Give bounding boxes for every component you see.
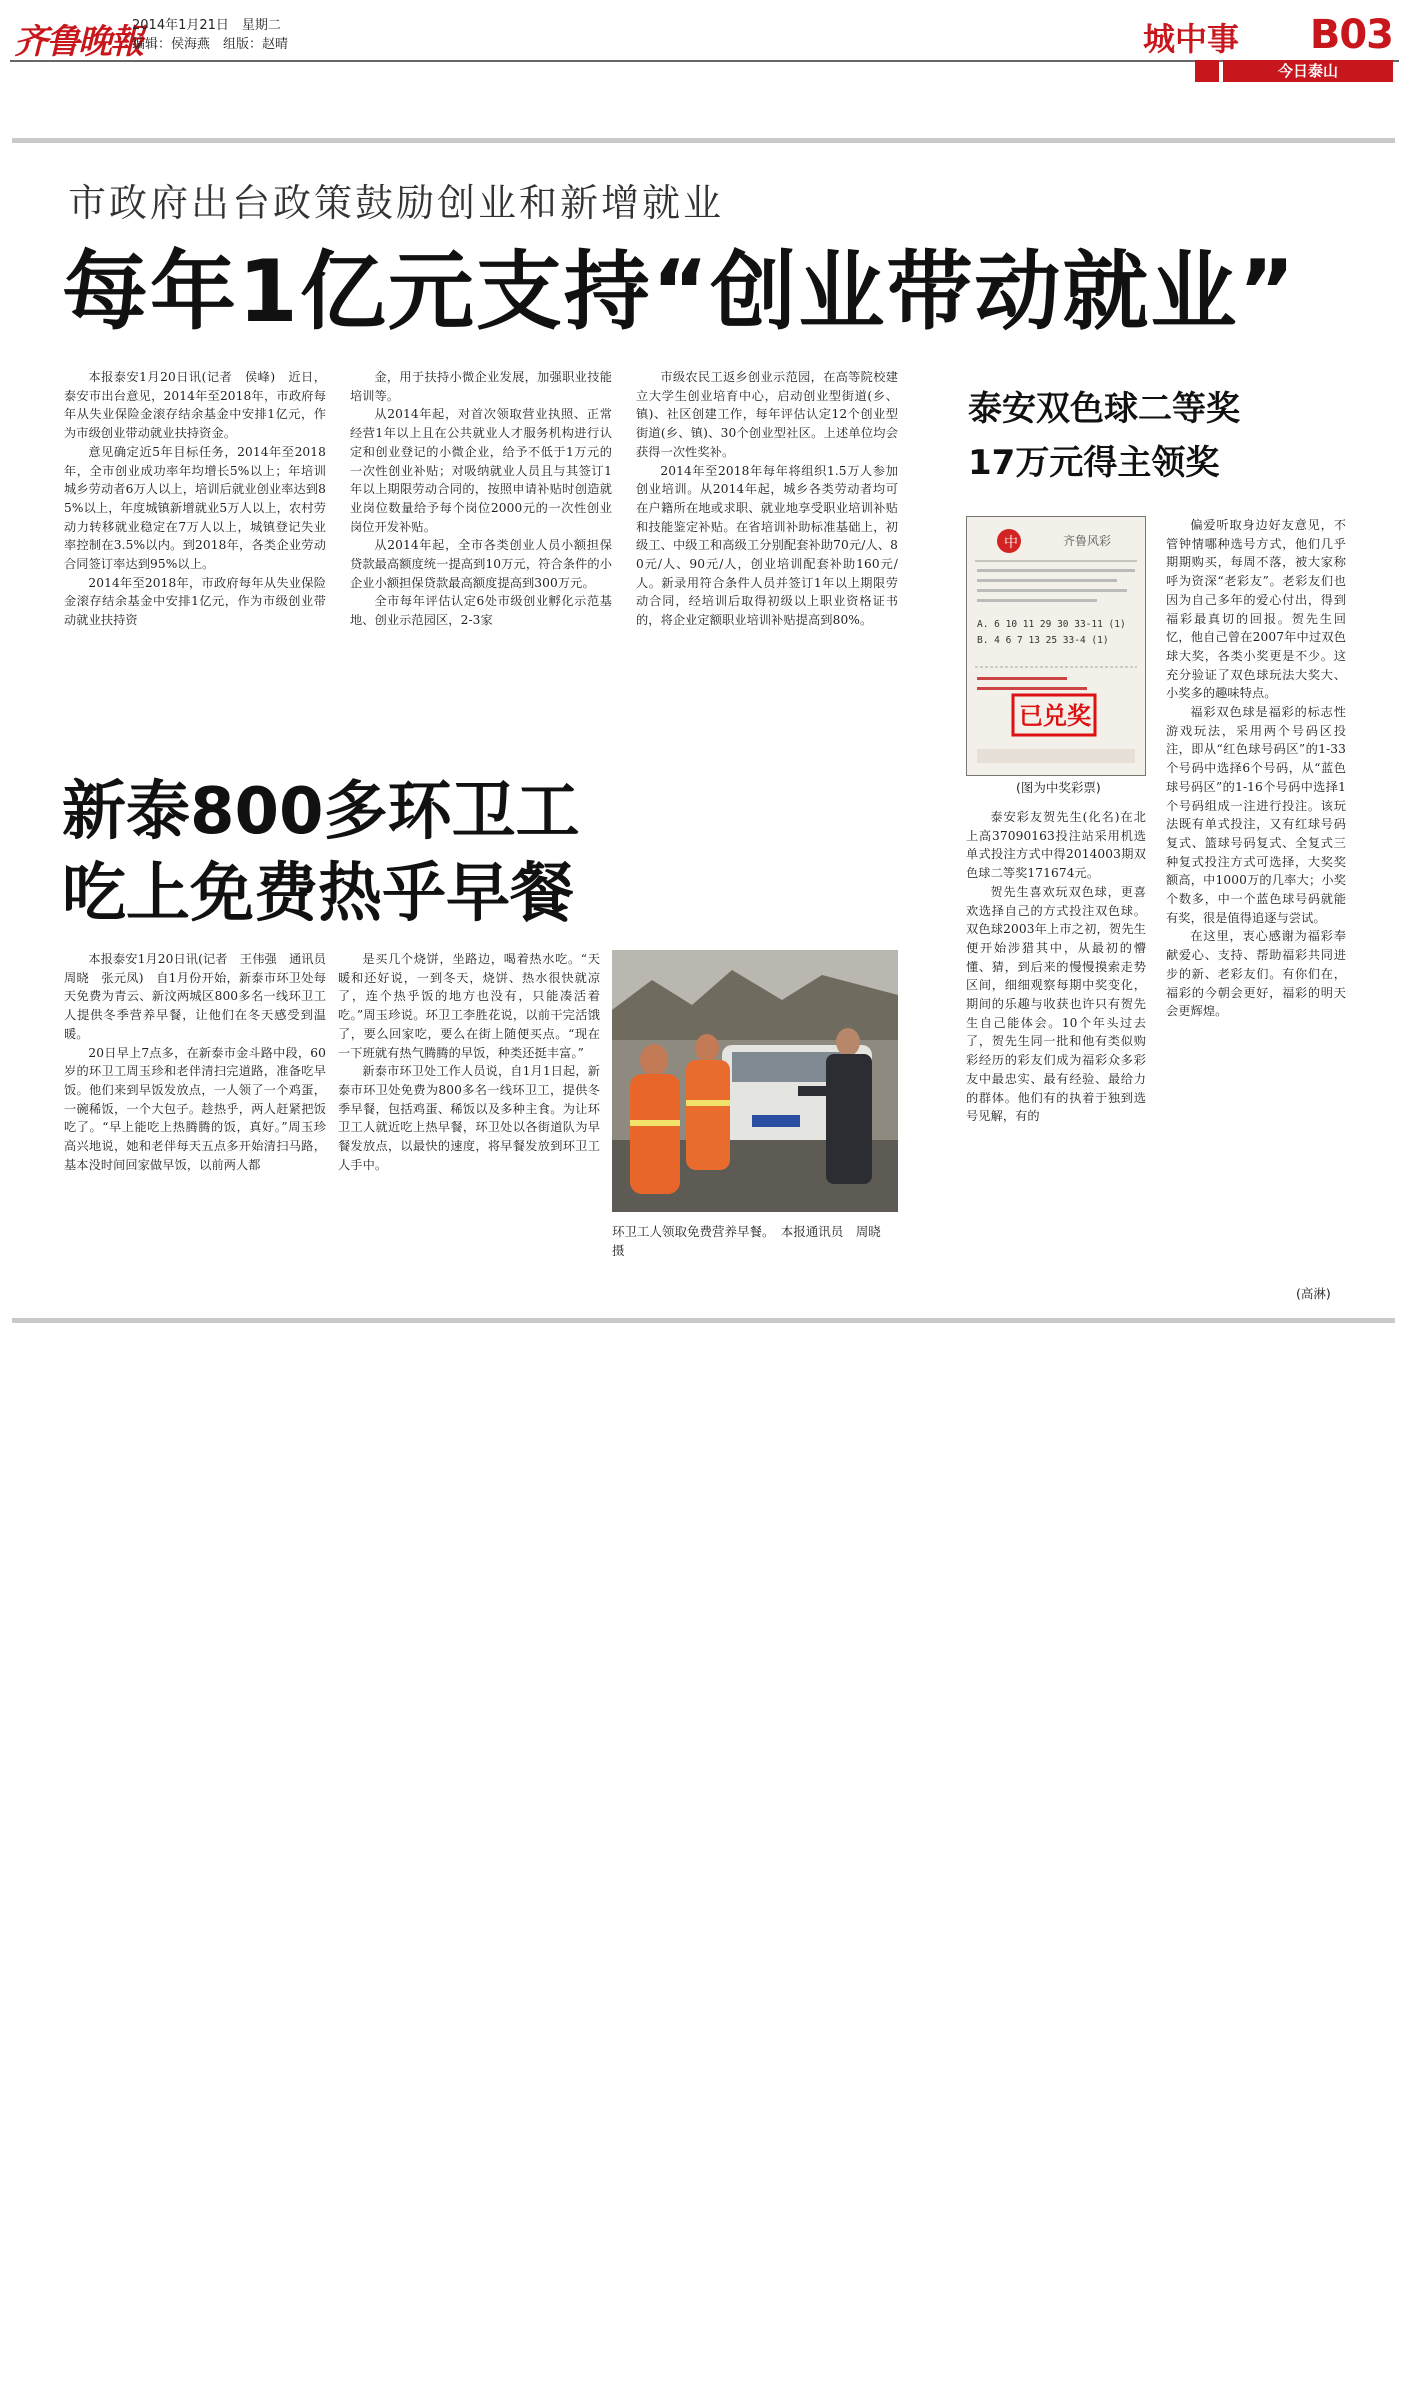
editor-credits: 编辑：侯海燕 组版：赵晴 xyxy=(132,37,289,52)
story3-column-2 xyxy=(1166,516,1346,1276)
lottery-ticket-image xyxy=(967,517,1145,775)
lottery-ticket-photo xyxy=(966,516,1146,776)
header-rule xyxy=(10,60,1399,62)
story3-column-1 xyxy=(966,808,1146,1308)
paragraph: 是买几个烧饼，坐路边，喝着热水吃。“天暖和还好说，一到冬天，烧饼、热水很快就凉了，连个热乎饭的地方也没有，只能凑活着吃。”周玉珍说。环卫工李胜花说，以前干完活饿了，要么回家吃，要么在街上随便买点。“现在一下班就有热气腾腾的早饭，种类还挺丰富。” xyxy=(338,952,600,1060)
staff-member-shape xyxy=(826,1054,872,1184)
paragraph: 全市每年评估认定6处市级创业孵化示范基地、创业示范园区，2-3家 xyxy=(350,594,612,628)
subsection-label: 今日泰山 xyxy=(1223,60,1393,82)
paragraph: 偏爱听取身边好友意见，不管钟情哪种选号方式，他们几乎期期购买，每周不落，被大家称呼为资深“老彩友”。老彩友们也因为自己多年的爱心付出，得到福彩最真切的回报。贺先生回忆，他自己曾在2007年中过双色球大奖，各类小奖更是不少。这充分验证了双色球玩法大奖大、小奖多的趣味特点。 xyxy=(1166,518,1346,701)
ticket-line-b: B. 4 6 7 13 25 33-4 (1) xyxy=(977,635,1109,646)
story1-kicker: 市政府出台政策鼓励创业和新增就业 xyxy=(68,181,725,225)
ticket-stamp-text: 已兑奖 xyxy=(1019,702,1091,730)
story1-headline: 每年1亿元支持“创业带动就业” xyxy=(62,242,1297,342)
paragraph: 在这里，衷心感谢为福彩奉献爱心、支持、帮助福彩共同进步的新、老彩友们。有你们在，福彩的今朝会更好，福彩的明天会更辉煌。 xyxy=(1166,929,1346,1019)
page-number: B03 xyxy=(1309,12,1393,58)
paragraph: 意见确定近5年目标任务，2014年至2018年，全市创业成功率年均增长5%以上；年培训城乡劳动者6万人以上，培训后就业创业率达到85%以上，年度城镇新增就业5万人以上，农村劳动力转移就业稳定在7万人以上，城镇登记失业率控制在3.5%以内。到2018年，各类企业劳动合同签订率达到95%以上。 xyxy=(64,444,326,572)
paragraph: 本报泰安1月20日讯(记者 侯峰) 近日，泰安市出台意见，2014年至2018年，市政府每年从失业保险金滚存结余基金中安排1亿元，作为市级创业带动就业扶持资金。 xyxy=(64,370,326,441)
story2-headline-line-1: 新泰800多环卫工 xyxy=(62,775,580,849)
paragraph: 从2014年起，全市各类创业人员小额担保贷款最高额度统一提高到10万元，符合条件的小企业小额担保贷款最高额度提高到300万元。 xyxy=(350,538,612,590)
ticket-brand: 齐鲁风彩 xyxy=(1063,534,1112,548)
paragraph: 市级农民工返乡创业示范园，在高等院校建立大学生创业培育中心，启动创业型街道(乡、镇)、社区创建工作，每年评估认定12个创业型街道(乡、镇)、30个创业型社区。上述单位均会获得一次性奖补。 xyxy=(636,370,898,459)
story2-column-2 xyxy=(338,950,600,1310)
paragraph: 2014年至2018年每年将组织1.5万人参加创业培训。从2014年起，城乡各类劳动者均可在户籍所在地或求职、就业地享受职业培训补贴和技能鉴定补贴。在省培训补助标准基础上，初级工、中级工和高级工分别配套补助70元/人、80元/人、90元/人，创业培训配套补助160元/人。新录用符合条件人员并签订1年以上期限劳动合同，经培训后取得初级以上职业资格证书的，将企业定额职业培训补贴提高到80%。 xyxy=(636,463,898,628)
workers-photo-caption: 环卫工人领取免费营养早餐。 本报通讯员 周晓 摄 xyxy=(612,1224,894,1258)
top-divider xyxy=(12,138,1395,143)
paragraph: 从2014年起，对首次领取营业执照、正常经营1年以上且在公共就业人才服务机构进行认定和创业登记的小微企业，给予不低于1万元的一次性创业补贴；对吸纳就业人员且与其签订1年以上期限劳动合同的，按照申请补贴时创造就业岗位数量给予每个岗位2000元的一次性创业岗位开发补贴。 xyxy=(350,407,612,534)
paragraph: 福彩双色球是福彩的标志性游戏玩法，采用两个号码区投注，即从“红色球号码区”的1-33个号码中选择6个号码，从“蓝色球号码区”的1-16个号码中选择1个号码组成一注进行投注。该玩法既有单式投注，又有红球号码复式、篮球号码复式、全复式三种复式投注方式可选择，大奖奖额高，中1000万的几率大；小奖个数多，中一个蓝色球号码就能有奖，很是值得追逐与尝试。 xyxy=(1166,705,1346,925)
story3-headline-line-1: 泰安双色球二等奖 xyxy=(968,389,1240,429)
breakfast-scene-image xyxy=(612,950,898,1212)
masthead-logo: 齐鲁晚報 xyxy=(14,22,142,62)
issue-date: 2014年1月21日 星期二 xyxy=(132,18,281,33)
paragraph: 金，用于扶持小微企业发展，加强职业技能培训等。 xyxy=(350,370,612,403)
paragraph: 20日早上7点多，在新泰市金斗路中段，60岁的环卫工周玉珍和老伴清扫完道路，准备吃早饭。他们来到早饭发放点，一人领了一个鸡蛋，一碗稀饭，一个大包子。趁热乎，两人赶紧把饭吃了。“早上能吃上热腾腾的饭，真好。”周玉珍高兴地说，她和老伴每天五点多开始清扫马路，基本没时间回家做早饭，以前两人都 xyxy=(64,1045,326,1172)
story1-column-2 xyxy=(350,368,612,728)
svg-text:中: 中 xyxy=(1004,535,1018,551)
paragraph: 本报泰安1月20日讯(记者 王伟强 通讯员 周晓 张元凤) 自1月份开始，新泰市环卫处每天免费为青云、新汶两城区800多名一线环卫工人提供冬季营养早餐，让他们在冬天感受到温暖。 xyxy=(64,952,339,1041)
section-accent-bar xyxy=(1195,60,1219,82)
ticket-caption: (图为中奖彩票) xyxy=(1016,780,1101,795)
story1-column-1 xyxy=(64,368,326,728)
story2-headline-line-2: 吃上免费热乎早餐 xyxy=(62,857,574,931)
section-title: 城中事 xyxy=(1142,20,1239,58)
story1-column-3 xyxy=(636,368,898,728)
paragraph: 贺先生喜欢玩双色球，更喜欢选择自己的方式投注双色球。双色球2003年上市之初，贺先生便开始涉猎其中，从最初的懵懂、猜，到后来的慢慢摸索走势区间，细细观察每期中奖变化，期间的乐趣与收获也许只有贺先生自己能体会。10个年头过去了，贺先生同一批和他有类似购彩经历的彩友们成为福彩众多彩友中最忠实、最有经验、最给力的群体。他们有的执着于独到选号见解，有的 xyxy=(966,884,1146,1124)
worker-2-shape xyxy=(686,1060,730,1170)
story2-column-1 xyxy=(64,950,339,1310)
paragraph: 泰安彩友贺先生(化名)在北上高37090163投注站采用机选单式投注方式中得2014003期双色球二等奖171674元。 xyxy=(966,810,1146,881)
sanitation-workers-photo xyxy=(612,950,898,1212)
bottom-divider xyxy=(12,1318,1395,1323)
paragraph: 新泰市环卫处工作人员说，自1月1日起，新泰市环卫处免费为800多名一线环卫工，提供冬季早餐，包括鸡蛋、稀饭以及多种主食。为让环卫工人就近吃上热早餐，环卫处以各街道队为早餐发放点，以最快的速度，将早餐发放到环卫工人手中。 xyxy=(338,1064,600,1172)
story3-headline-line-2: 17万元得主领奖 xyxy=(968,443,1220,483)
worker-1-shape xyxy=(630,1074,680,1194)
story3-byline: (高淋) xyxy=(1296,1286,1331,1301)
paragraph: 2014年至2018年，市政府每年从失业保险金滚存结余基金中安排1亿元，作为市级创业带动就业扶持资 xyxy=(64,575,326,628)
ticket-line-a: A. 6 10 11 29 30 33-11 (1) xyxy=(977,619,1126,630)
